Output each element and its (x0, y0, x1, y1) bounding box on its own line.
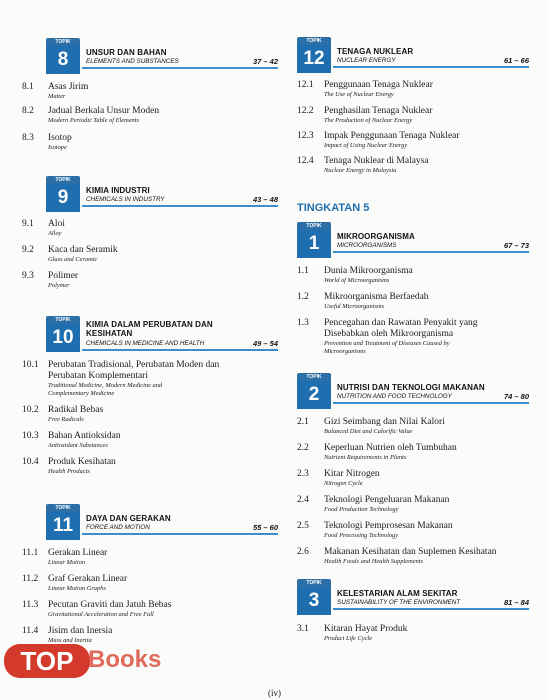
item-subtitle: Health Products (48, 468, 90, 475)
item-title: Gerakan Linear (48, 548, 108, 558)
item-subtitle-line2: Microorganisms (324, 348, 366, 355)
topic-pages: 74 – 80 (503, 392, 529, 401)
item-title: Mikroorganisma Berfaedah (324, 292, 429, 302)
topic-subtitle: NUTRITION AND FOOD TECHNOLOGY (337, 393, 452, 400)
watermark-top: TOP (4, 644, 90, 678)
item-subtitle: Antioxidant Substances (48, 442, 108, 449)
topic-badge (297, 373, 331, 413)
topic-badge (46, 316, 80, 356)
topic-underline (82, 67, 278, 69)
watermark-books: Books (88, 646, 162, 673)
item-subtitle: Balanced Diet and Calorific Value (324, 428, 413, 435)
topic-tag: TOPIK (297, 222, 331, 230)
topic-pages: 43 – 48 (252, 195, 278, 204)
item-number: 11.1 (22, 548, 39, 558)
item-title: Graf Gerakan Linear (48, 574, 128, 584)
item-number: 8.2 (22, 106, 34, 116)
item-number: 12.3 (297, 131, 314, 141)
topic-badge (297, 37, 331, 77)
item-title: Kitaran Hayat Produk (324, 624, 408, 634)
topic-number: 10 (46, 324, 80, 352)
topic-title: UNSUR DAN BAHAN (86, 48, 167, 57)
topic-title: KIMIA INDUSTRI (86, 186, 150, 195)
topic-badge (46, 38, 80, 78)
topic-tag: TOPIK (46, 316, 80, 324)
item-subtitle: Nitrogen Cycle (324, 480, 363, 487)
item-number: 1.3 (297, 318, 309, 328)
item-subtitle: Linear Motion Graphs (48, 585, 106, 592)
item-subtitle: Useful Microorganisms (324, 303, 385, 310)
topic-tag: TOPIK (46, 38, 80, 46)
topic-header-12 (297, 37, 529, 77)
item-title: Bahan Antioksidan (48, 431, 121, 441)
item-subtitle: Isotope (48, 144, 67, 151)
item-subtitle: The Production of Nuclear Energy (324, 117, 413, 124)
topic-pages: 37 – 42 (252, 57, 278, 66)
topic-subtitle: SUSTAINABILITY OF THE ENVIRONMENT (337, 599, 461, 606)
item-number: 8.1 (22, 82, 34, 92)
item-title: Kaca dan Seramik (48, 245, 118, 255)
item-title: Jadual Berkala Unsur Moden (48, 106, 160, 116)
item-number: 10.4 (22, 457, 39, 467)
item-subtitle: Mass and Inertia (48, 637, 92, 644)
topic-tag: TOPIK (297, 37, 331, 45)
item-title: Pencegahan dan Rawatan Penyakit yang (324, 318, 478, 328)
item-title: Jisim dan Inersia (48, 626, 113, 636)
item-title: Gizi Seimbang dan Nilai Kalori (324, 417, 445, 427)
item-subtitle: Nutrient Requirements in Plants (324, 454, 407, 461)
topic-pages: 55 – 60 (252, 523, 278, 532)
topic-subtitle: CHEMICALS IN MEDICINE AND HEALTH (86, 340, 205, 347)
item-number: 2.3 (297, 469, 309, 479)
item-title-line2: Disebabkan oleh Mikroorganisma (324, 329, 454, 339)
item-subtitle: Impact of Using Nuclear Energy (324, 142, 408, 149)
item-number: 2.1 (297, 417, 309, 427)
topic-tag: TOPIK (46, 176, 80, 184)
topic-subtitle: FORCE AND MOTION (86, 524, 150, 531)
topic-subtitle: CHEMICALS IN INDUSTRY (86, 196, 165, 203)
topic-header-3 (297, 579, 529, 619)
topic-subtitle: ELEMENTS AND SUBSTANCES (86, 58, 179, 65)
item-subtitle: Gravitational Acceleration and Free Fall (48, 611, 154, 618)
item-number: 2.5 (297, 521, 309, 531)
topic-number: 1 (297, 230, 331, 258)
item-title: Makanan Kesihatan dan Suplemen Kesihatan (324, 547, 497, 557)
item-subtitle: The Use of Nuclear Energy (324, 91, 394, 98)
topic-header-8 (46, 38, 278, 78)
item-title: Asas Jirim (48, 82, 89, 92)
item-number: 11.3 (22, 600, 39, 610)
item-subtitle: Food Production Technology (324, 506, 399, 513)
topic-tag: TOPIK (46, 504, 80, 512)
topic-number: 3 (297, 587, 331, 615)
item-title: Pecutan Graviti dan Jatuh Bebas (48, 600, 172, 610)
item-subtitle: Food Processing Technology (324, 532, 399, 539)
item-number: 1.1 (297, 266, 309, 276)
item-number: 10.3 (22, 431, 39, 441)
item-number: 12.4 (297, 156, 314, 166)
topic-subtitle: NUCLEAR ENERGY (337, 57, 396, 64)
form-heading: TINGKATAN 5 (297, 202, 370, 214)
topic-title: KIMIA DALAM PERUBATAN DAN (86, 320, 213, 329)
topic-title: TENAGA NUKLEAR (337, 47, 414, 56)
item-title: Impak Penggunaan Tenaga Nuklear (324, 131, 460, 141)
item-title-line2: Perubatan Komplementari (48, 371, 148, 381)
item-title: Aloi (48, 219, 65, 229)
topic-pages: 49 – 54 (252, 339, 278, 348)
item-title: Keperluan Nutrien oleh Tumbuhan (324, 443, 457, 453)
topbooks-watermark-logo (4, 640, 184, 682)
page-number: (iv) (268, 688, 281, 698)
item-number: 9.2 (22, 245, 34, 255)
topic-header-1 (297, 222, 529, 262)
item-title: Teknologi Pemprosesan Makanan (324, 521, 453, 531)
item-title: Teknologi Pengeluaran Makanan (324, 495, 450, 505)
topic-underline (333, 251, 529, 253)
topic-title: MIKROORGANISMA (337, 232, 415, 241)
topic-title: NUTRISI DAN TEKNOLOGI MAKANAN (337, 383, 485, 392)
item-number: 9.3 (22, 271, 34, 281)
topic-tag: TOPIK (297, 579, 331, 587)
item-subtitle: Polymer (48, 282, 70, 289)
topic-pages: 81 – 84 (503, 598, 529, 607)
topic-title: KELESTARIAN ALAM SEKITAR (337, 589, 458, 598)
item-subtitle: Nuclear Energy in Malaysia (324, 167, 397, 174)
topic-badge (46, 176, 80, 216)
item-number: 10.1 (22, 360, 39, 370)
item-subtitle: Alloy (48, 230, 62, 237)
item-subtitle: World of Microorganisms (324, 277, 390, 284)
topic-underline (82, 533, 278, 535)
topic-number: 8 (46, 46, 80, 74)
topic-pages: 67 – 73 (503, 241, 529, 250)
item-subtitle: Prevention and Treatment of Diseases Caused by (324, 340, 450, 347)
topic-subtitle: MICROORGANISMS (337, 242, 397, 249)
topic-underline (82, 205, 278, 207)
item-number: 12.2 (297, 106, 314, 116)
item-number: 2.6 (297, 547, 309, 557)
item-title: Polimer (48, 271, 79, 281)
item-title: Perubatan Tradisional, Perubatan Moden dan (48, 360, 220, 370)
topic-header-10 (46, 316, 278, 356)
item-title: Tenaga Nuklear di Malaysa (324, 156, 429, 166)
item-subtitle: Matter (48, 93, 66, 100)
item-title: Isotop (48, 133, 72, 143)
item-subtitle-line2: Complementary Medicine (48, 390, 115, 397)
topic-pages: 61 – 66 (503, 56, 529, 65)
topic-number: 11 (46, 512, 80, 540)
item-title: Produk Kesihatan (48, 457, 116, 467)
item-subtitle: Linear Motion (48, 559, 86, 566)
topic-underline (82, 349, 278, 351)
item-number: 9.1 (22, 219, 34, 229)
topic-badge (297, 222, 331, 262)
topic-badge (46, 504, 80, 544)
topic-title-line2: KESIHATAN (86, 329, 133, 338)
topic-number: 2 (297, 381, 331, 409)
topic-badge (297, 579, 331, 619)
item-number: 2.4 (297, 495, 309, 505)
topic-header-2 (297, 373, 529, 413)
topic-underline (333, 608, 529, 610)
item-number: 1.2 (297, 292, 309, 302)
item-subtitle: Glass and Ceramic (48, 256, 98, 263)
item-subtitle: Traditional Medicine, Modern Medicine and (48, 382, 163, 389)
topic-underline (333, 402, 529, 404)
item-title: Dunia Mikroorganisma (324, 266, 413, 276)
item-number: 2.2 (297, 443, 309, 453)
item-number: 11.2 (22, 574, 39, 584)
item-title: Penggunaan Tenaga Nuklear (324, 80, 433, 90)
item-title: Kitar Nitrogen (324, 469, 380, 479)
item-subtitle: Free Radicals (48, 416, 84, 423)
topic-number: 12 (297, 45, 331, 73)
topic-number: 9 (46, 184, 80, 212)
topic-header-9 (46, 176, 278, 216)
topic-underline (333, 66, 529, 68)
item-number: 11.4 (22, 626, 39, 636)
item-subtitle: Product Life Cycle (324, 635, 373, 642)
item-subtitle: Health Foods and Health Supplements (324, 558, 424, 565)
item-title: Penghasilan Tenaga Nuklear (324, 106, 433, 116)
item-number: 12.1 (297, 80, 314, 90)
item-number: 8.3 (22, 133, 34, 143)
item-number: 10.2 (22, 405, 39, 415)
topic-title: DAYA DAN GERAKAN (86, 514, 171, 523)
item-subtitle: Modern Periodic Table of Elements (48, 117, 139, 124)
item-title: Radikal Bebas (48, 405, 104, 415)
item-number: 3.1 (297, 624, 309, 634)
topic-tag: TOPIK (297, 373, 331, 381)
topic-header-11 (46, 504, 278, 544)
